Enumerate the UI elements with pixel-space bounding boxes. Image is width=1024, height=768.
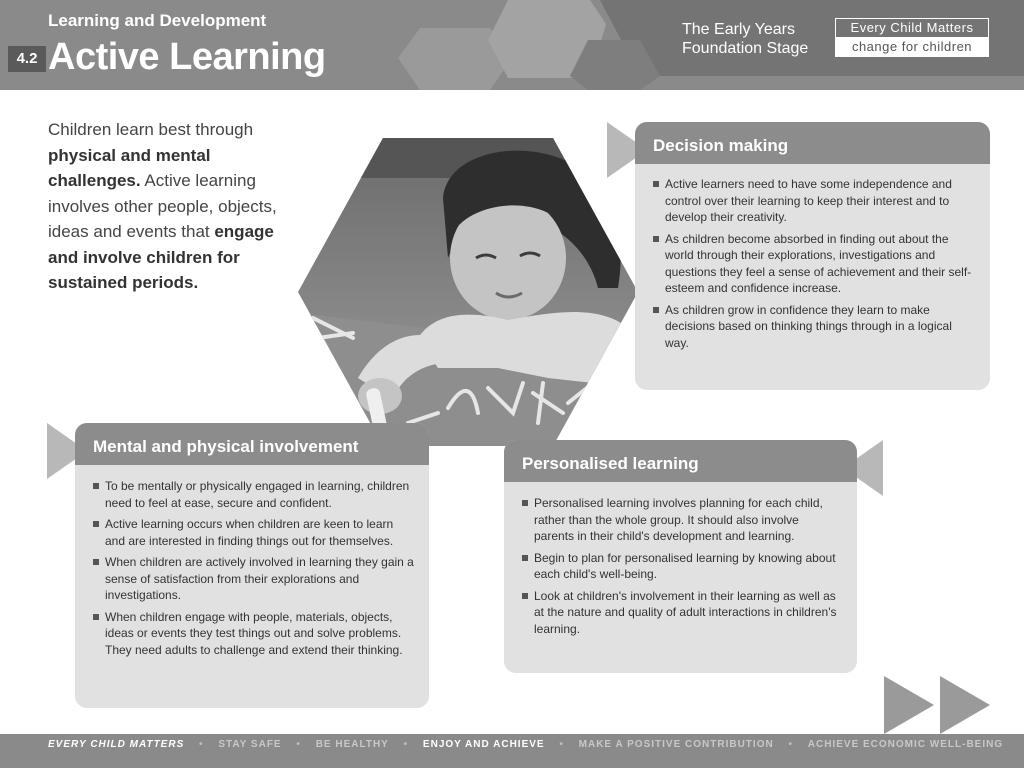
list-item-text: Begin to plan for personalised learning by knowing about each child's well-being. <box>534 550 836 581</box>
mental-physical-panel <box>75 423 429 708</box>
list-item-text: As children grow in confidence they learn to make decisions based on thinking things through in a logical way. <box>665 302 952 350</box>
list-item-text: Look at children's involvement in their learning as well as at the nature and quality of adult interactions in children's learning. <box>534 588 837 636</box>
list-item <box>93 609 415 659</box>
footer-separator-icon: • <box>403 739 409 750</box>
personalised-learning-panel <box>504 440 857 673</box>
every-child-matters-logo <box>835 18 989 56</box>
child-drawing-with-chalk-photo <box>298 138 638 446</box>
eyfs-line-2: Foundation Stage <box>682 40 809 57</box>
list-item <box>522 495 842 545</box>
eyfs-title <box>682 20 808 58</box>
list-item <box>653 302 975 352</box>
footer-item-positive-contribution: MAKE A POSITIVE CONTRIBUTION <box>578 739 774 750</box>
intro-part-2: Active learning involves other people, objects, ideas and events that <box>48 171 277 241</box>
list-item <box>522 588 842 638</box>
bullet-icon <box>93 521 99 527</box>
ecm-logo-bottom: change for children <box>835 37 989 57</box>
footer-outcomes <box>48 734 1003 756</box>
eyfs-line-1: The Early Years <box>682 21 795 38</box>
list-item-text: Active learners need to have some independence and control over their learning to keep their interest and to develop their creativity. <box>665 177 952 224</box>
list-item-text: When children are actively involved in learning they gain a sense of satisfaction from their explorations and investigations. <box>105 555 414 602</box>
footer-separator-icon: • <box>199 739 204 750</box>
list-item-text: To be mentally or physically engaged in learning, children need to feel at ease, secure and confident. <box>105 479 410 510</box>
decision-making-title: Decision making <box>635 122 990 164</box>
intro-bold-1: physical and mental challenges. <box>48 145 211 190</box>
ecm-logo-top: Every Child Matters <box>835 18 989 37</box>
bullet-icon <box>93 559 99 565</box>
bullet-icon <box>93 614 99 620</box>
list-item <box>653 176 975 226</box>
list-item <box>653 231 975 297</box>
intro-part-1: Children learn best through <box>48 120 254 139</box>
intro-text <box>48 117 303 296</box>
bullet-icon <box>653 236 659 242</box>
footer-item-economic-well-being: ACHIEVE ECONOMIC WELL-BEING <box>807 739 1004 750</box>
next-arrow-2-icon <box>940 676 990 734</box>
page-title: Active Learning <box>48 36 326 78</box>
list-item-text: Personalised learning involves planning for each child, rather than the whole group. It should also involve parents in their child's development and learning. <box>534 496 823 543</box>
personalised-learning-list <box>522 495 842 642</box>
bullet-icon <box>522 593 528 599</box>
footer-separator-icon: • <box>788 739 793 750</box>
list-item <box>93 478 415 511</box>
decision-making-list <box>653 176 975 356</box>
next-page-icon[interactable] <box>884 676 992 734</box>
list-item-text: When children engage with people, materials, objects, ideas or events they test things out and solve problems. They need adults to challenge and extend their thinking. <box>105 609 403 657</box>
footer-bar <box>0 734 1024 768</box>
list-item-text: Active learning occurs when children are keen to learn and are interested in finding things out for themselves. <box>105 517 394 548</box>
personalised-learning-title: Personalised learning <box>504 440 857 482</box>
footer-item-be-healthy: BE HEALTHY <box>315 739 389 750</box>
header-banner <box>0 0 1024 90</box>
list-item <box>93 516 415 549</box>
list-item <box>93 554 415 604</box>
footer-item-stay-safe: STAY SAFE <box>218 739 282 750</box>
list-item-text: As children become absorbed in finding out about the world through their explorations, investigations and questions they feel a sense of achievement and their self-esteem and confidence increase. <box>665 231 972 295</box>
section-number: 4.2 <box>8 46 46 72</box>
footer-brand: EVERY CHILD MATTERS <box>48 739 185 750</box>
footer-separator-icon: • <box>559 739 564 750</box>
mental-physical-title: Mental and physical involvement <box>75 423 429 465</box>
list-item <box>522 550 842 583</box>
footer-separator-icon: • <box>296 739 301 750</box>
bullet-icon <box>653 181 659 187</box>
intro-bold-2: engage and involve children for sustained periods. <box>48 222 274 292</box>
bullet-icon <box>93 483 99 489</box>
bullet-icon <box>653 307 659 313</box>
bullet-icon <box>522 500 528 506</box>
mental-physical-list <box>93 478 415 663</box>
footer-item-enjoy-and-achieve: ENJOY AND ACHIEVE <box>422 739 545 750</box>
section-title: Learning and Development <box>48 11 267 30</box>
bullet-icon <box>522 555 528 561</box>
decision-making-panel <box>635 122 990 390</box>
next-arrow-1-icon <box>884 676 934 734</box>
